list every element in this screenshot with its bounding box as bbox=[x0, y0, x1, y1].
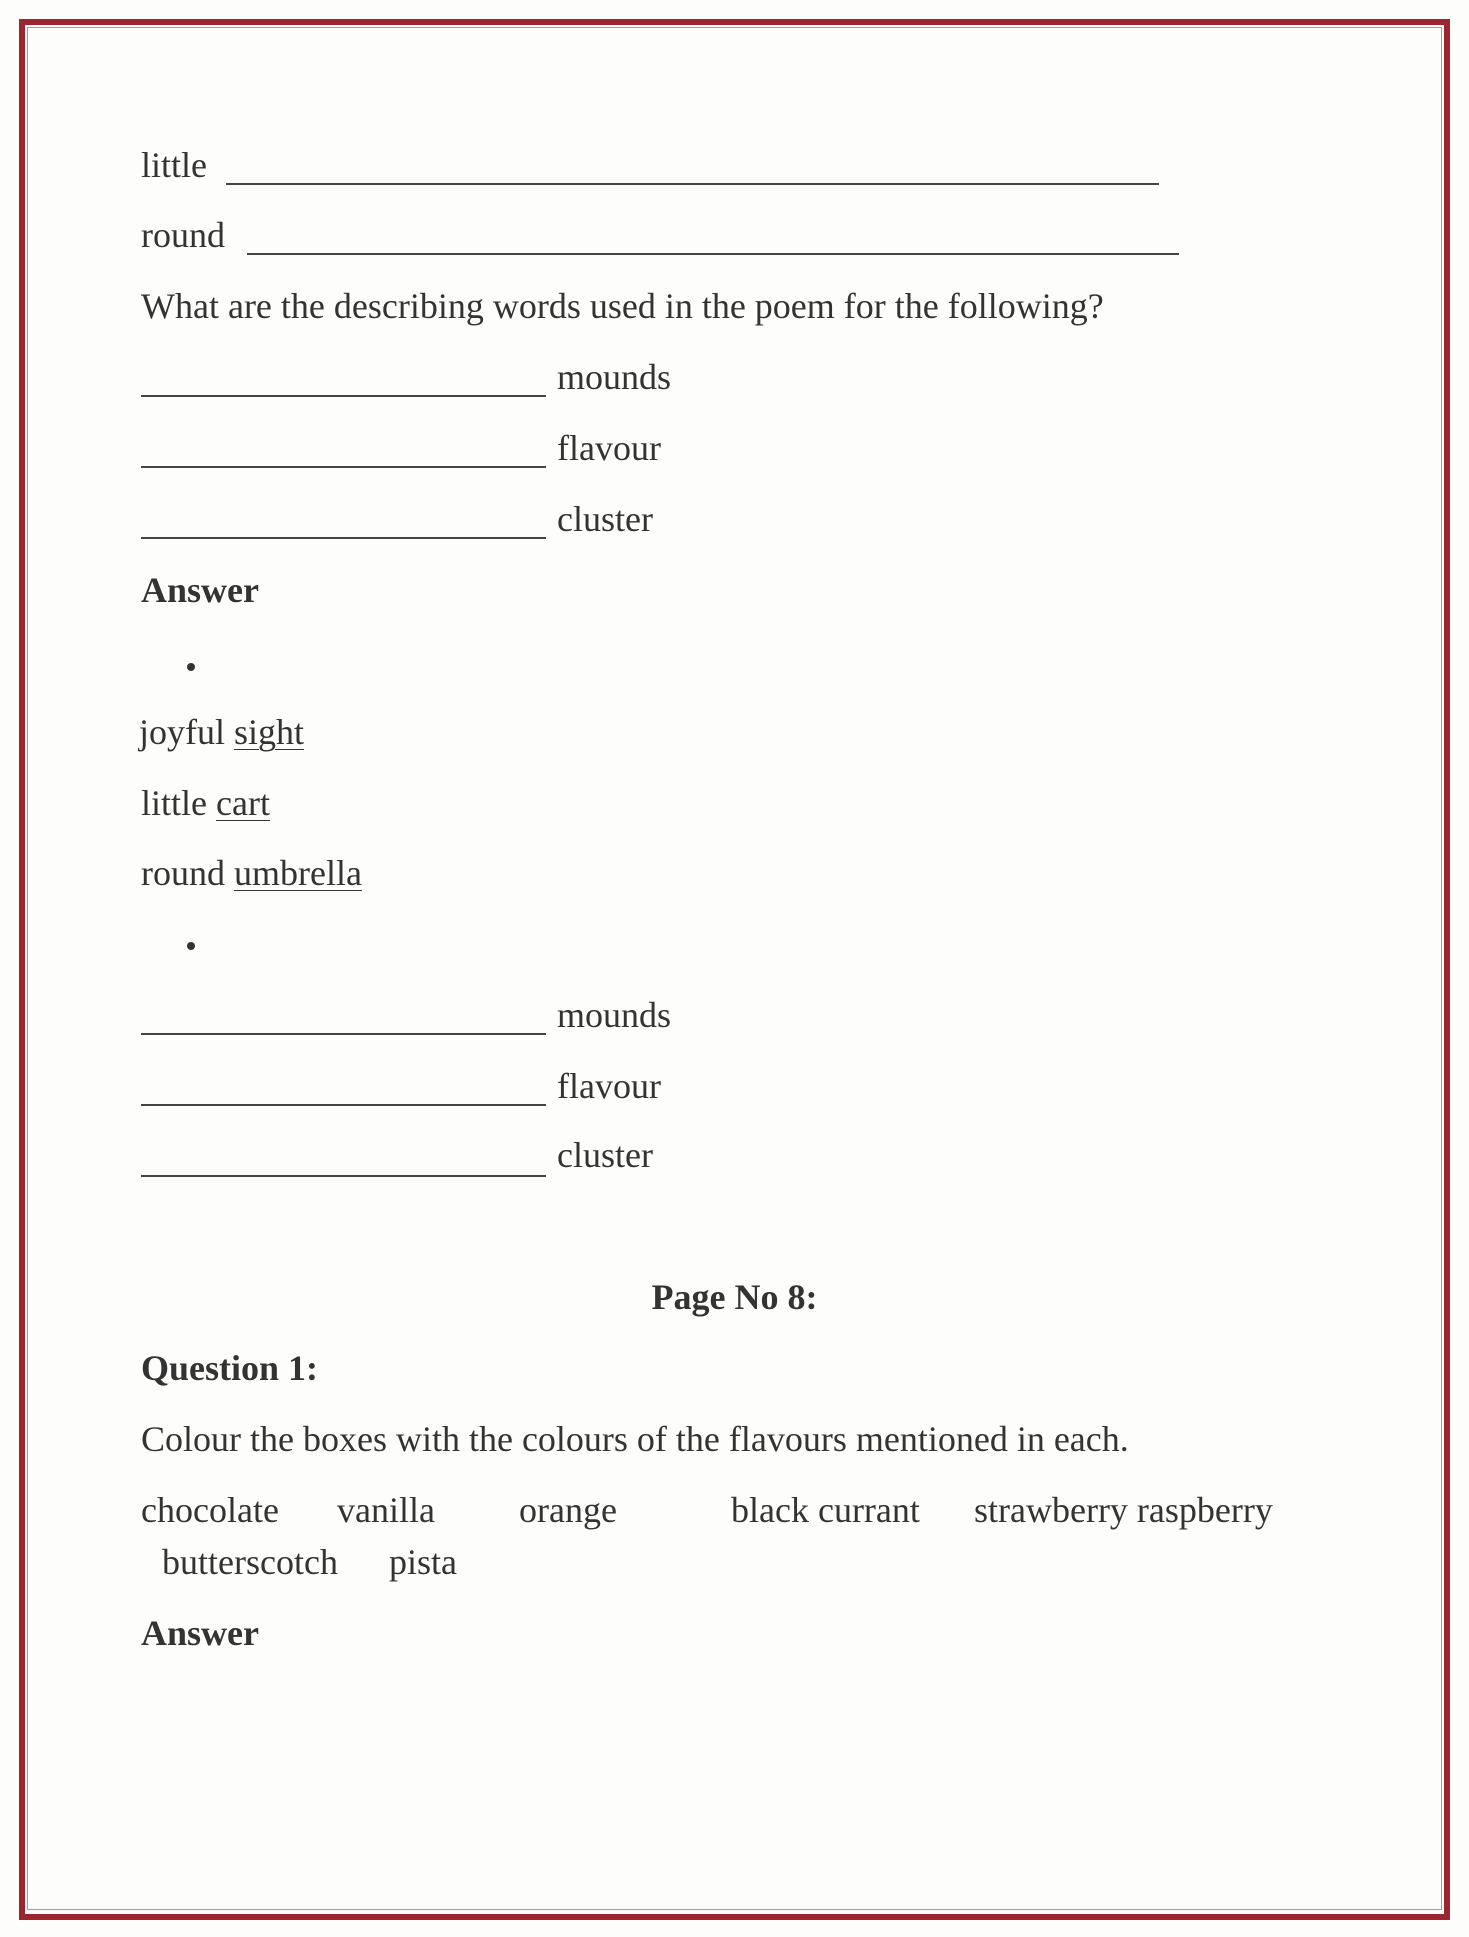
answer-pair bbox=[139, 710, 304, 754]
word-flavour: flavour bbox=[557, 1066, 661, 1106]
adjective: round bbox=[141, 853, 225, 893]
blank-line bbox=[141, 1104, 546, 1106]
question-title: Question 1: bbox=[141, 1348, 319, 1388]
word-cluster: cluster bbox=[557, 499, 653, 539]
fill-line-little bbox=[226, 183, 1159, 185]
bullet bbox=[187, 663, 195, 671]
blank-line bbox=[141, 1175, 546, 1177]
page-heading: Page No 8: bbox=[651, 1277, 818, 1317]
fill-line-round bbox=[247, 253, 1179, 255]
answer-pair bbox=[141, 781, 270, 825]
flavour-vanilla: vanilla bbox=[337, 1490, 435, 1530]
blank-line bbox=[141, 395, 546, 397]
word-flavour: flavour bbox=[557, 428, 661, 468]
flavour-chocolate: chocolate bbox=[141, 1490, 279, 1530]
word-little: little bbox=[141, 145, 207, 185]
blank-line bbox=[141, 1033, 546, 1035]
flavour-strawberry-raspberry: strawberry raspberry bbox=[974, 1490, 1273, 1530]
answer-heading: Answer bbox=[141, 570, 259, 610]
word-cluster: cluster bbox=[557, 1135, 653, 1175]
noun: sight bbox=[234, 712, 305, 752]
word-round: round bbox=[141, 215, 225, 255]
question-text: Colour the boxes with the colours of the flavours mentioned in each. bbox=[141, 1419, 1129, 1459]
answer-pair bbox=[141, 851, 362, 895]
noun: cart bbox=[216, 783, 270, 823]
word-mounds: mounds bbox=[557, 357, 672, 397]
word-mounds: mounds bbox=[557, 995, 672, 1035]
flavour-butterscotch: butterscotch bbox=[162, 1542, 338, 1582]
blank-line bbox=[141, 537, 546, 539]
adjective: joyful bbox=[139, 712, 225, 752]
bullet bbox=[187, 942, 195, 950]
question-text: What are the describing words used in the poem for the following? bbox=[141, 286, 1104, 326]
flavour-pista: pista bbox=[389, 1542, 457, 1582]
flavour-black-currant: black currant bbox=[731, 1490, 920, 1530]
flavour-orange: orange bbox=[519, 1490, 617, 1530]
adjective: little bbox=[141, 783, 207, 823]
noun: umbrella bbox=[234, 853, 362, 893]
blank-line bbox=[141, 466, 546, 468]
answer-heading: Answer bbox=[141, 1613, 259, 1653]
